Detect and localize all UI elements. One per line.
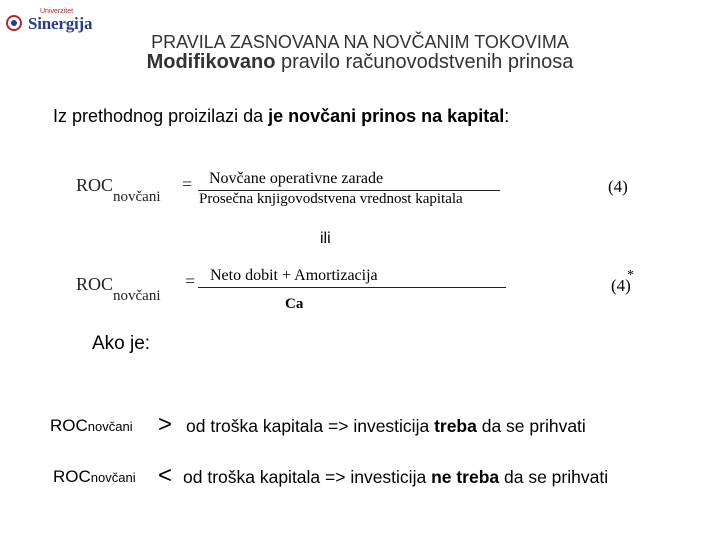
or-label: ili [320,230,331,247]
rule2-roc: ROC [53,467,91,486]
formula2-equals: = [185,271,196,291]
rule2-text-after: da se prihvati [499,467,609,487]
rule2-text [183,467,608,488]
formula2-numerator: Neto dobit + Amortizacija [210,267,378,284]
formula1-equals: = [182,174,193,194]
rule1-text [186,416,586,437]
logo [6,6,96,34]
rule2-roc-sub: novčani [90,470,136,485]
formula2-lhs [76,274,161,304]
subtitle-rest: pravilo računovodstvenih prinosa [275,51,574,73]
rule2-text-before: od troška kapitala => investicija [183,467,432,487]
intro-text [53,106,509,127]
rule1-text-bold: treba [434,416,477,436]
rule1-lhs [50,416,133,436]
rule2-operator: < [158,462,173,489]
rule1-text-after: da se prihvati [476,416,586,436]
page-title: PRAVILA ZASNOVANA NA NOVČANIM TOKOVIMA [151,32,569,52]
formula2-denominator: Ca [285,296,304,312]
formula2-fraction-line [198,287,506,288]
rule1-roc-sub: novčani [87,419,133,434]
subtitle-bold: Modifikovano [146,51,276,73]
intro-suffix: : [504,106,510,126]
rule1-roc: ROC [50,416,88,435]
formula1-denominator: Prosečna knjigovodstvena vrednost kapitala [199,191,463,207]
rule2-text-bold: ne treba [431,467,500,487]
rule1-text-before: od troška kapitala => investicija [186,416,435,436]
formula2-number: (4) [611,276,631,295]
formula1-lhs [76,175,161,205]
formula1-number: (4) [608,177,628,196]
formula2-roc-sub: novčani [113,288,161,304]
formula1-roc-sub: novčani [113,189,161,205]
rule1-operator: > [158,411,173,438]
condition-label: Ako je: [92,333,151,354]
intro-prefix: Iz prethodnog proizilazi da [53,106,269,126]
logo-brand: Sinergija [28,14,93,33]
logo-icon [6,15,22,31]
rule2-lhs [53,467,136,487]
formula1-roc: ROC [76,175,114,195]
formula1-numerator: Novčane operativne zarade [209,170,384,187]
logo-top-text: Univerzitet [40,8,74,15]
intro-bold: je novčani prinos na kapital [268,106,505,126]
page-subtitle [0,51,720,74]
formula2-roc: ROC [76,274,114,294]
formula2-star: * [627,268,634,283]
